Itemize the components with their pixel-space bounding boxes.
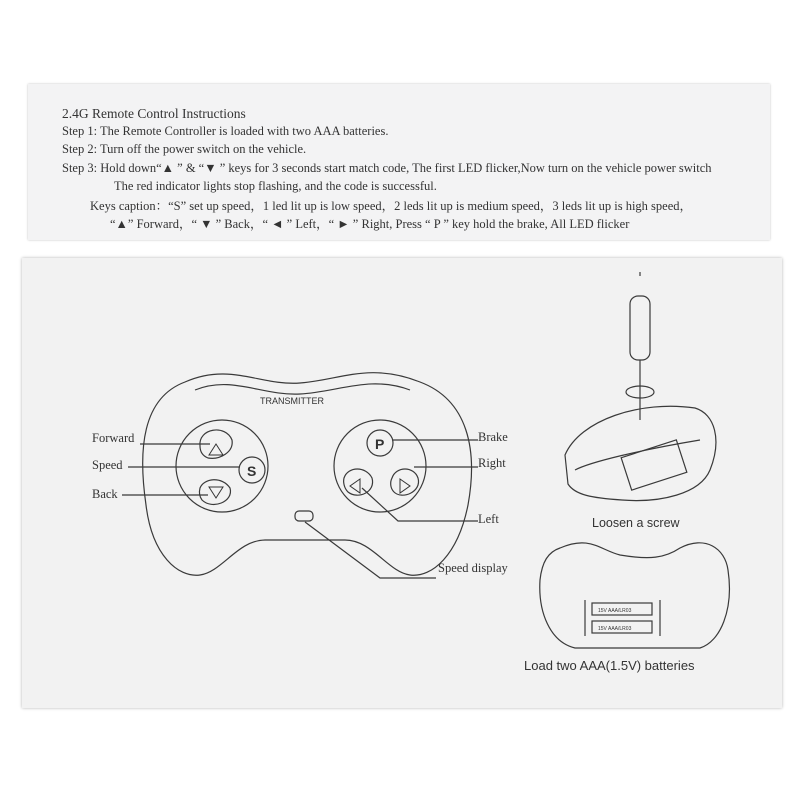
speed-label: Speed [92, 458, 123, 472]
keys-caption-directions: “▲” Forward，“ ▼ ” Back，“ ◄ ” Left，“ ► ” Right, Press “ P ” key hold the brake, All LED flicker [110, 217, 630, 231]
battery-cover [565, 406, 716, 500]
brand-text: TRANSMITTER [260, 396, 324, 406]
battery-label-1: 15V AAA/LR03 [598, 608, 632, 614]
screw-caption: Loosen a screw [592, 516, 680, 530]
right-pad [334, 420, 426, 512]
instructions-title: 2.4G Remote Control Instructions [62, 106, 246, 121]
keys-caption: Keys caption：“S” set up speed，1 led lit up is low speed，2 leds lit up is medium speed，3 leds lit up is high speed， [90, 199, 693, 213]
battery-caption: Load two AAA(1.5V) batteries [524, 658, 695, 673]
battery-compartment [540, 543, 730, 648]
left-label: Left [478, 512, 499, 526]
brake-label: Brake [478, 430, 508, 444]
remote-bezel [195, 384, 410, 394]
speed-display-label: Speed display [438, 561, 508, 575]
battery-label-2: 15V AAA/LR03 [598, 626, 632, 632]
s-key-label: S [247, 463, 257, 479]
right-label: Right [478, 456, 506, 470]
step-3: Step 3: Hold down“▲ ” & “▼ ” keys for 3 seconds start match code, The first LED flicker,Now turn on the vehicle power switch [62, 161, 712, 175]
step-2: Step 2: Turn off the power switch on the vehicle. [62, 142, 307, 156]
step-3-result: The red indicator lights stop flashing, and the code is successful. [114, 179, 437, 193]
back-button [199, 480, 230, 505]
back-label: Back [92, 487, 118, 501]
step-1: Step 1: The Remote Controller is loaded with two AAA batteries. [62, 124, 389, 138]
p-key-label: P [375, 436, 385, 452]
screwdriver-handle [630, 296, 650, 360]
forward-label: Forward [92, 431, 135, 445]
speed-display-led [295, 511, 313, 521]
